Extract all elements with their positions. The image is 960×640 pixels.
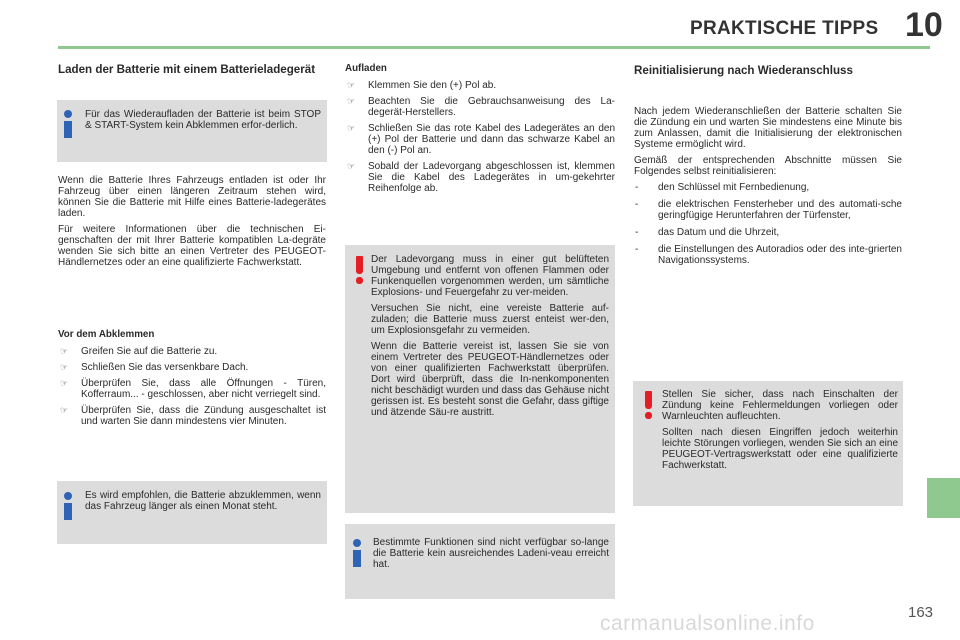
paragraph: Wenn die Batterie Ihres Fahrzeugs entladen ist oder Ihr Fahrzeug über einen längeren Zeitraum stehen wird, können Sie die Batterie mit Hilfe eines Batterie-ladegerätes laden. — [58, 175, 326, 219]
list-item: ☞ Überprüfen Sie, dass die Zündung ausgeschaltet ist und warten Sie dann mindestens vier Minuten. — [60, 405, 326, 427]
list-item: ☞ Klemmen Sie den (+) Pol ab. — [347, 80, 497, 91]
info-box-stop-start — [57, 100, 327, 162]
chapter-tab — [927, 478, 960, 518]
paragraph: Wenn die Batterie vereist ist, lassen Sie sie von einem Vertreter des PEUGEOT-Händlernetzes oder von einer qualifizierten Fachwerkstatt überprüfen. Dort wird überprüft, dass die In-nenkomponenten nicht beschädigt wurden und dass das Gehäuse nicht gerissen ist. Es besteht sonst die Gefahr, dass giftige und ätzende Säu-re austritt. — [371, 341, 609, 418]
warning-box-charging — [345, 245, 615, 513]
col3-heading-wrap — [634, 64, 902, 77]
steps-list — [345, 80, 615, 194]
sub-heading-before-disconnect: Vor dem Abklemmen — [58, 329, 155, 340]
list-item: ☞ Beachten Sie die Gebrauchsanweisung des La-degerät-Herstellers. — [347, 96, 615, 118]
paragraph: Sollten nach diesen Eingriffen jedoch weiterhin leichte Störungen vorliegen, wenden Sie sich an eine PEUGEOT-Vertragswerkstatt oder eine qualifizierte Fachwerkstatt. — [662, 427, 898, 471]
paragraph: Versuchen Sie nicht, eine vereiste Batterie auf-zuladen; die Batterie muss zuerst enteist wer-den, um Explosionsgefahr zu vermeiden. — [371, 303, 609, 336]
arrow-bullet-icon: ☞ — [347, 123, 356, 133]
section-heading-reinit: Reinitialisierung nach Wiederanschluss — [634, 64, 853, 77]
list-item: - den Schlüssel mit Fernbedienung, — [635, 182, 810, 193]
info-text: Es wird empfohlen, die Batterie abzuklemmen, wenn das Fahrzeug länger als einen Monat steht. — [85, 490, 321, 512]
warning-icon — [355, 256, 365, 284]
info-icon — [62, 110, 74, 138]
list-item: - die Einstellungen des Autoradios oder des inte-grierten Navigationssystems. — [635, 244, 902, 266]
arrow-bullet-icon: ☞ — [60, 346, 69, 356]
info-icon — [351, 539, 363, 567]
arrow-bullet-icon: ☞ — [347, 96, 356, 106]
page-title: PRAKTISCHE TIPPS — [690, 18, 879, 39]
charging-section — [345, 63, 615, 199]
paragraph: Der Ladevorgang muss in einer gut belüfteten Umgebung und entfernt von offenen Flammen oder Funkenquellen vorgenommen werden, um sämtliche Explosions- und Feuergefahr zu ver-meiden. — [371, 254, 609, 298]
info-box-disconnect — [57, 481, 327, 544]
header-rule — [58, 46, 930, 49]
info-text: Bestimmte Funktionen sind nicht verfügbar so-lange die Batterie kein ausreichendes Ladeni-veau erreicht hat. — [373, 537, 609, 570]
list-item: ☞ Überprüfen Sie, dass alle Öffnungen - Türen, Kofferraum... - geschlossen, aber nicht verriegelt sind. — [60, 378, 326, 400]
list-item: ☞ Greifen Sie auf die Batterie zu. — [60, 346, 218, 357]
reinit-list — [634, 182, 902, 266]
list-item: ☞ Schließen Sie das rote Kabel des Ladegerätes an den (+) Pol der Batterie und dann das schwarze Kabel an den (-) Pol an. — [347, 123, 615, 156]
arrow-bullet-icon: ☞ — [347, 161, 356, 171]
arrow-bullet-icon: ☞ — [60, 405, 69, 415]
list-item: ☞ Schließen Sie das versenkbare Dach. — [60, 362, 249, 373]
paragraph: Nach jedem Wiederanschließen der Batterie schalten Sie die Zündung ein und warten Sie mindestens eine Minute bis zum Anlassen, damit die Initialisierung der elektronischen Systeme ermöglicht wird. — [634, 106, 902, 150]
col1-body — [58, 175, 326, 273]
list-item: - die elektrischen Fensterheber und des automati-sche geringfügige Herunterfahren der Türfenster, — [635, 199, 902, 221]
col3-body — [634, 106, 902, 272]
sub-heading-charging: Aufladen — [345, 63, 387, 74]
watermark: carmanualsonline.info — [600, 612, 815, 635]
page-number: 163 — [908, 604, 934, 621]
paragraph: Gemäß der entsprechenden Abschnitte müssen Sie Folgendes selbst reinitialisieren: — [634, 155, 902, 177]
before-disconnect-section — [58, 329, 326, 432]
list-item: ☞ Sobald der Ladevorgang abgeschlossen ist, klemmen Sie die Kabel des Ladegerätes in um-gekehrter Reihenfolge ab. — [347, 161, 615, 194]
arrow-bullet-icon: ☞ — [60, 378, 69, 388]
warning-text — [371, 254, 609, 423]
list-item: - das Datum und die Uhrzeit, — [635, 227, 780, 238]
warning-box-reinit — [633, 381, 903, 506]
steps-list — [58, 346, 326, 427]
col1-heading-wrap — [58, 63, 318, 76]
info-box-functions — [345, 524, 615, 599]
section-heading-battery-charging: Laden der Batterie mit einem Batterieladegerät — [58, 63, 316, 76]
paragraph: Stellen Sie sicher, dass nach Einschalten der Zündung keine Fehlermeldungen vorliegen oder Warnleuchten aufleuchten. — [662, 389, 898, 422]
warning-text — [662, 389, 898, 476]
paragraph: Für weitere Informationen über die technischen Ei-genschaften der mit Ihrer Batterie kompatiblen La-degräte wenden Sie sich bitte an einen Vertreter des PEUGEOT-Händlernetzes oder an eine qualifizierte Fachwerkstatt. — [58, 224, 326, 268]
arrow-bullet-icon: ☞ — [347, 80, 356, 90]
chapter-number: 10 — [905, 6, 943, 44]
warning-icon — [644, 391, 654, 419]
info-icon — [62, 492, 74, 520]
arrow-bullet-icon: ☞ — [60, 362, 69, 372]
info-text: Für das Wiederaufladen der Batterie ist beim STOP & START-System kein Abklemmen erfor-derlich. — [85, 109, 321, 131]
